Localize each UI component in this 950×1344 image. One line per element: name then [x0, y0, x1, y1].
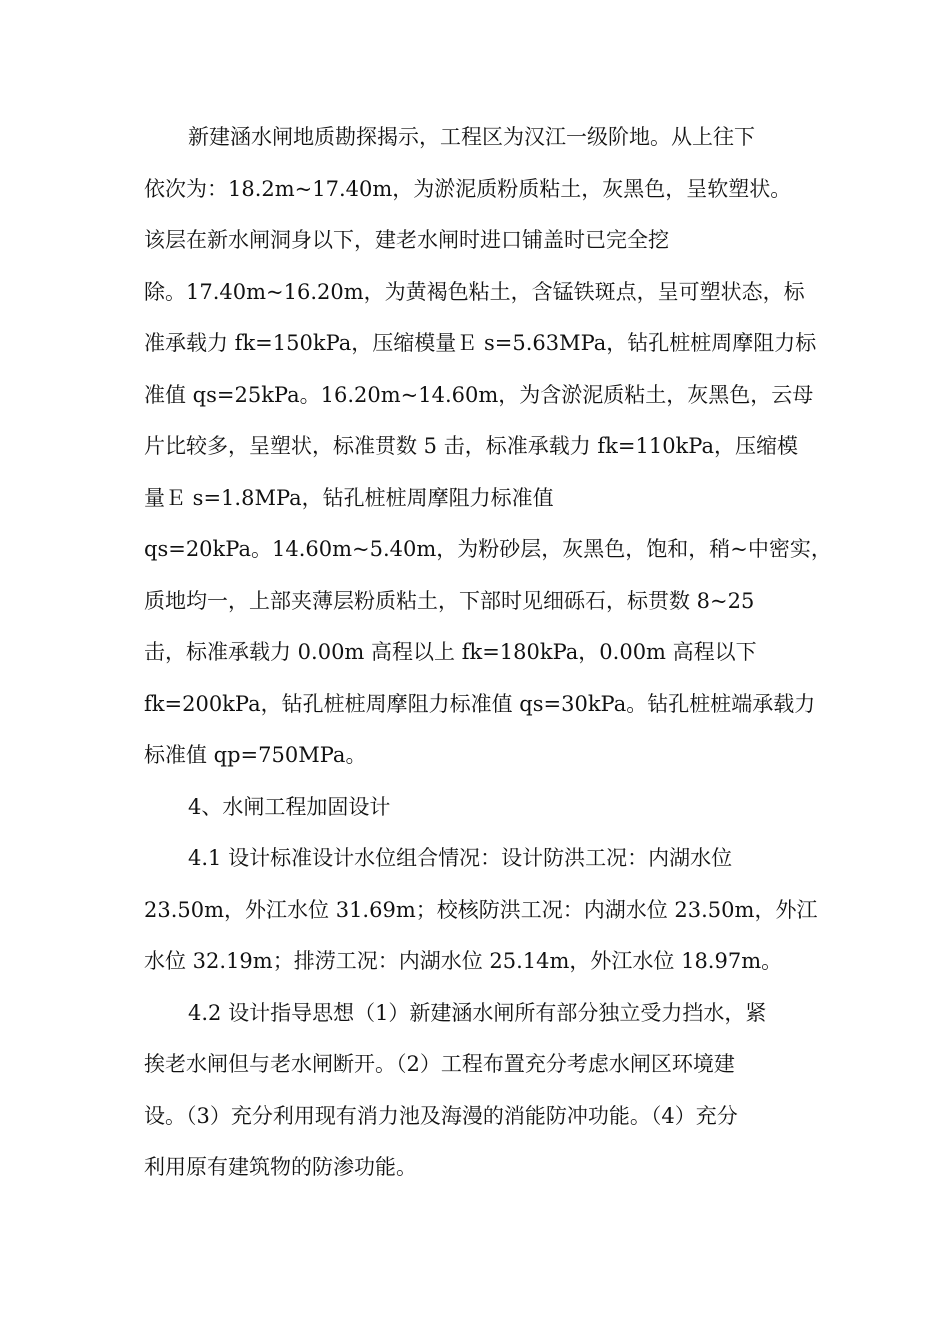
section-heading: 4、水闸工程加固设计	[188, 794, 391, 819]
text-line: 该层在新水闸洞身以下，建老水闸时进口铺盖时已完全挖	[144, 228, 669, 252]
text-line: 23.50m，外江水位 31.69m；校核防洪工况：内湖水位 23.50m，外江	[144, 897, 818, 922]
text-line: 水位 32.19m；排涝工况：内湖水位 25.14m，外江水位 18.97m。	[144, 949, 783, 973]
text-line: 量Ｅ s=1.8MPa，钻孔桩桩周摩阻力标准值	[144, 485, 554, 510]
text-line: 4.2 设计指导思想（1）新建涵水闸所有部分独立受力挡水，紧	[188, 1000, 767, 1025]
text-line: 击，标准承载力 0.00m 高程以上 fk=180kPa，0.00m 高程以下	[144, 640, 757, 664]
paragraph-geology	[144, 112, 832, 782]
text-line: 准值 qs=25kPa。16.20m~14.60m，为含淤泥质粘土，灰黑色，云母	[144, 382, 814, 407]
text-line: 依次为：18.2m~17.40m，为淤泥质粉质粘土，灰黑色，呈软塑状。	[144, 176, 792, 201]
text-line: qs=20kPa。14.60m~5.40m，为粉砂层，灰黑色，饱和，稍~中密实，	[144, 537, 832, 561]
text-line: 利用原有建筑物的防渗功能。	[144, 1155, 417, 1179]
text-line: 4.1 设计标准设计水位组合情况：设计防洪工况：内湖水位	[188, 846, 733, 870]
text-line: 设。（3）充分利用现有消力池及海漫的消能防冲功能。（4）充分	[144, 1103, 738, 1128]
text-line: 挨老水闸但与老水闸断开。（2）工程布置充分考虑水闸区环境建	[144, 1052, 735, 1076]
text-line: 新建涵水闸地质勘探揭示，工程区为汉江一级阶地。从上往下	[188, 125, 755, 149]
text-line: fk=200kPa，钻孔桩桩周摩阻力标准值 qs=30kPa。钻孔桩桩端承载力	[144, 691, 816, 716]
text-line: 片比较多，呈塑状，标准贯数 5 击，标准承载力 fk=110kPa，压缩模	[144, 434, 798, 458]
paragraph-section-4-1	[144, 833, 818, 988]
section-heading-4	[144, 782, 808, 834]
document-body	[144, 112, 832, 1194]
text-line: 除。17.40m~16.20m，为黄褐色粘土，含锰铁斑点，呈可塑状态，标	[144, 279, 805, 304]
paragraph-section-4-2	[144, 988, 808, 1194]
text-line: 准承载力 fk=150kPa，压缩模量Ｅ s=5.63MPa，钻孔桩桩周摩阻力标	[144, 331, 817, 355]
text-line: 标准值 qp=750MPa。	[144, 743, 367, 767]
text-line: 质地均一，上部夹薄层粉质粘土，下部时见细砾石，标贯数 8~25	[144, 588, 755, 613]
